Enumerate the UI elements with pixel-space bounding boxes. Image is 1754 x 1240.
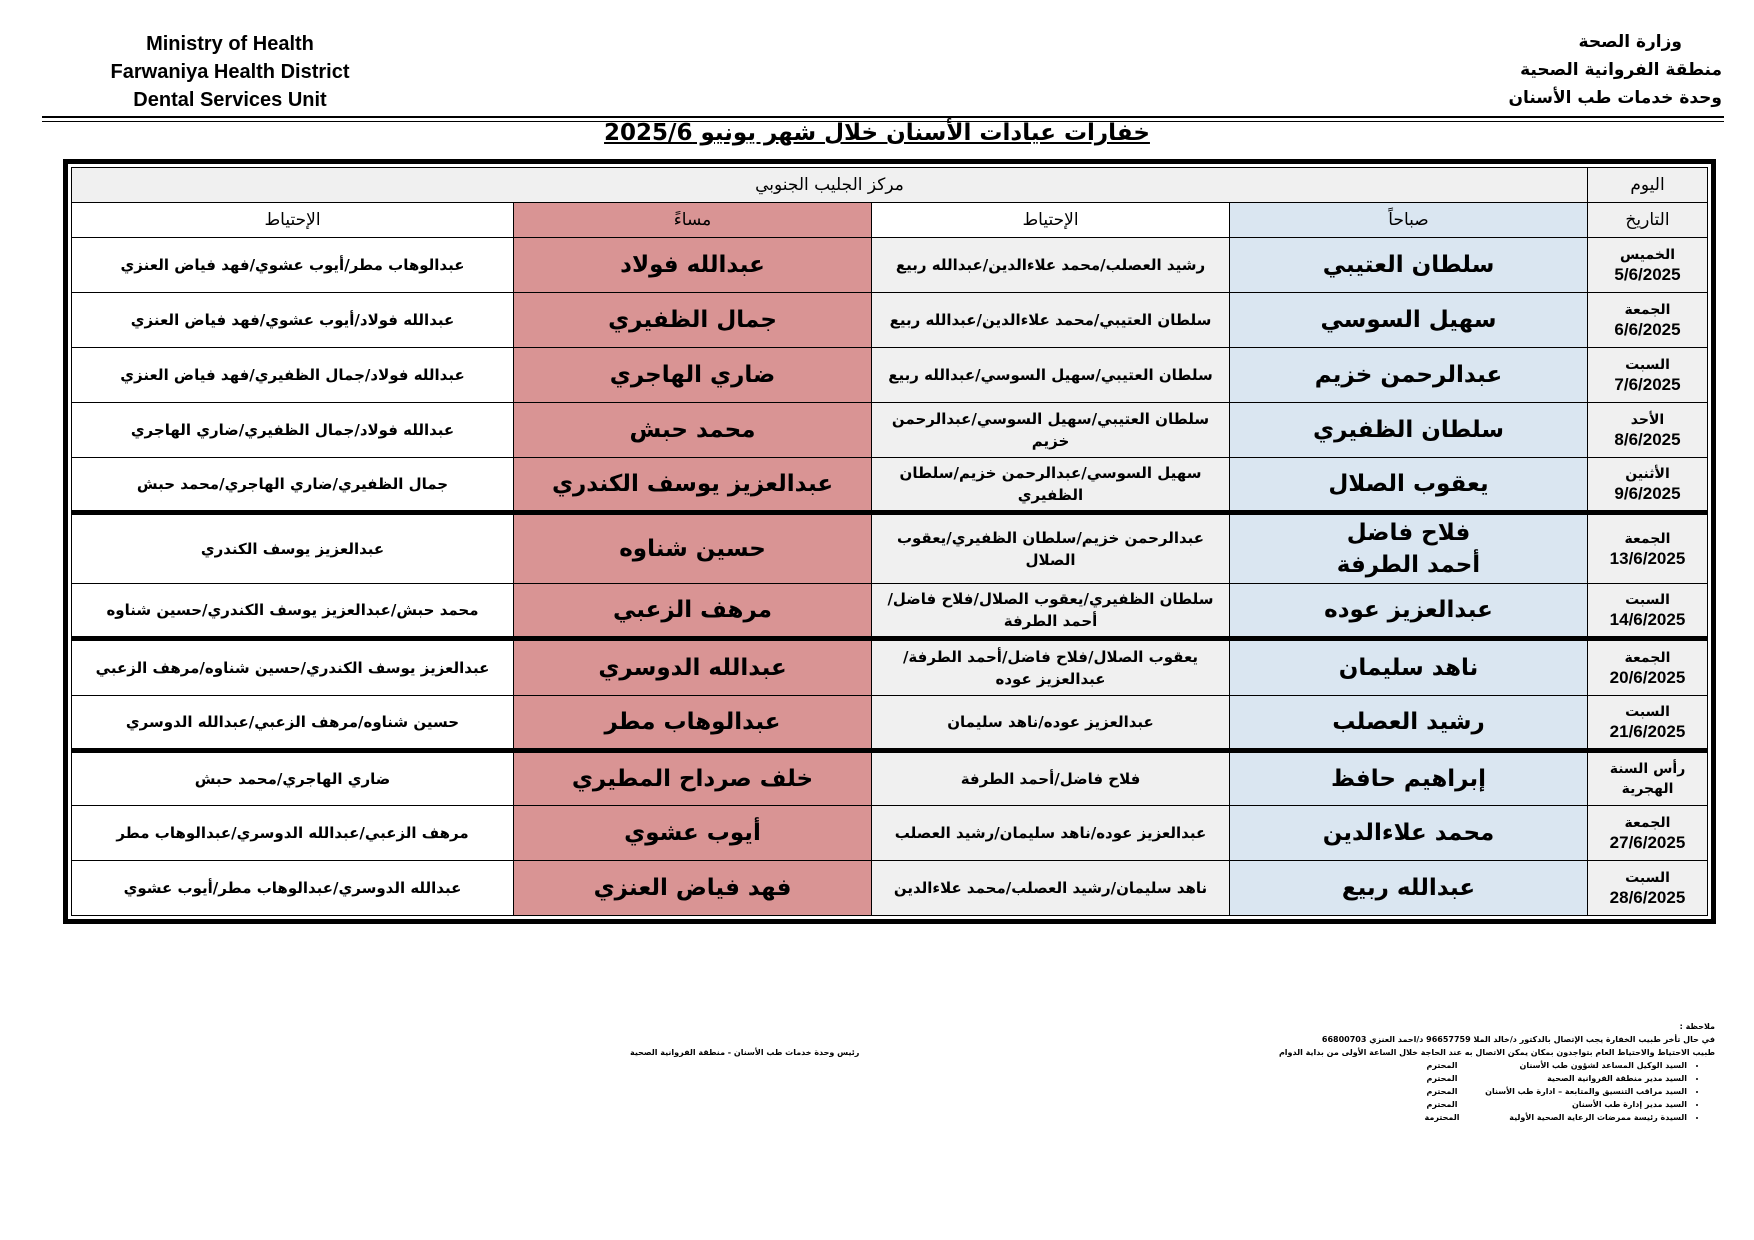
morning-doctor-text: محمد علاءالدين bbox=[1322, 820, 1495, 846]
date-cell-text: 8/6/2025 bbox=[1614, 430, 1681, 449]
date-cell-text: 5/6/2025 bbox=[1614, 265, 1681, 284]
table-row bbox=[72, 584, 1708, 639]
recipient-name: السيد مراقب التنسيق والمتابعة – ادارة طب الأسنان bbox=[1485, 1087, 1687, 1096]
reserve2-doctors bbox=[72, 513, 514, 584]
date-cell-text: السبت bbox=[1625, 357, 1670, 373]
reserve-doctors-text: رشيد العصلب/محمد علاءالدين/عبدالله ربيع bbox=[895, 256, 1206, 274]
evening-doctor-text: عبدالوهاب مطر bbox=[604, 709, 781, 735]
evening-doctor-text: مرهف الزعبي bbox=[612, 597, 773, 623]
reserve-doctors bbox=[872, 403, 1230, 458]
evening-doctor-text: عبدالله فولاد bbox=[620, 252, 765, 278]
reserve2-doctors bbox=[72, 861, 514, 916]
reserve-doctors bbox=[872, 861, 1230, 916]
notes-heading: ملاحظة : bbox=[1679, 1022, 1715, 1031]
reserve-doctors-text: سلطان الظفيري/يعقوب الصلال/فلاح فاضل/أحمد الطرفة bbox=[887, 590, 1214, 630]
evening-header: مساءً bbox=[514, 203, 872, 238]
schedule-table-frame bbox=[63, 159, 1716, 924]
table-row bbox=[72, 861, 1708, 916]
reserve2-doctors bbox=[72, 238, 514, 293]
reserve2-doctors bbox=[72, 584, 514, 639]
morning-doctor bbox=[1230, 348, 1588, 403]
morning-doctor-text: عبدالعزيز عوده bbox=[1324, 597, 1493, 623]
date-cell-text: الأثنين bbox=[1625, 466, 1670, 482]
recipient-item bbox=[1245, 1098, 1687, 1111]
header-en-line: Ministry of Health bbox=[146, 33, 314, 55]
evening-doctor bbox=[514, 458, 872, 513]
date-cell-text: رأس السنة الهجرية bbox=[1609, 761, 1686, 797]
date-cell bbox=[1588, 458, 1708, 513]
date-cell-text: الجمعة bbox=[1624, 302, 1671, 318]
reserve-doctors-text: سلطان العتيبي/محمد علاءالدين/عبدالله ربيع bbox=[889, 311, 1212, 329]
page-title: خفارات عيادات الأسنان خلال شهر يونيو 2025/6 bbox=[604, 120, 1150, 146]
date-cell bbox=[1588, 513, 1708, 584]
reserve2-doctors-text: عبدالله فولاد/جمال الظفيري/ضاري الهاجري bbox=[130, 421, 455, 439]
recipient-title: المحترم bbox=[1426, 1087, 1458, 1096]
header-ar-line: وزارة الصحة bbox=[1578, 32, 1682, 52]
reserve-doctors-text: سلطان العتيبي/سهيل السوسي/عبدالرحمن خزيم bbox=[891, 410, 1210, 450]
date-cell bbox=[1588, 293, 1708, 348]
signature: رئيس وحدة خدمات طب الأسنان - منطقة الفروانية الصحية bbox=[630, 1048, 860, 1057]
center-header: مركز الجليب الجنوبي bbox=[72, 168, 1588, 203]
reserve2-doctors-text: محمد حبش/عبدالعزيز يوسف الكندري/حسين شناوه bbox=[106, 601, 479, 619]
reserve2-doctors-text: مرهف الزعبي/عبدالله الدوسري/عبدالوهاب مطر bbox=[116, 824, 469, 842]
date-cell bbox=[1588, 806, 1708, 861]
date-cell-text: السبت bbox=[1625, 592, 1670, 608]
morning-doctor bbox=[1230, 751, 1588, 806]
header-ar-line: وحدة خدمات طب الأسنان bbox=[1508, 88, 1722, 108]
evening-doctor bbox=[514, 696, 872, 751]
header-divider bbox=[42, 116, 1724, 118]
recipient-name: السيد مدير منطقة الفروانية الصحية bbox=[1547, 1074, 1687, 1083]
table-row bbox=[72, 458, 1708, 513]
evening-doctor-text: ضاري الهاجري bbox=[609, 362, 776, 388]
morning-doctor-text: إبراهيم حافظ bbox=[1331, 766, 1486, 792]
date-cell bbox=[1588, 696, 1708, 751]
reserve-doctors-text: ناهد سليمان/رشيد العصلب/محمد علاءالدين bbox=[893, 879, 1208, 897]
date-cell-text: 13/6/2025 bbox=[1609, 549, 1686, 568]
reserve-doctors bbox=[872, 751, 1230, 806]
date-cell-text: 20/6/2025 bbox=[1609, 668, 1686, 687]
reserve-doctors bbox=[872, 458, 1230, 513]
morning-doctor-text: فلاح فاضل أحمد الطرفة bbox=[1336, 520, 1481, 578]
evening-doctor-text: فهد فياض العنزي bbox=[593, 875, 792, 901]
reserve-doctors bbox=[872, 584, 1230, 639]
table-row bbox=[72, 348, 1708, 403]
table-row bbox=[72, 806, 1708, 861]
header-en-line: Dental Services Unit bbox=[133, 89, 327, 111]
date-cell bbox=[1588, 861, 1708, 916]
reserve2-doctors-text: جمال الظفيري/ضاري الهاجري/محمد حبش bbox=[136, 475, 449, 493]
morning-doctor bbox=[1230, 458, 1588, 513]
schedule-table bbox=[71, 167, 1708, 916]
reserve-doctors bbox=[872, 348, 1230, 403]
morning-doctor bbox=[1230, 639, 1588, 696]
date-cell bbox=[1588, 238, 1708, 293]
date-cell-text: 21/6/2025 bbox=[1609, 722, 1686, 741]
reserve-doctors-text: عبدالعزيز عوده/ناهد سليمان/رشيد العصلب bbox=[894, 824, 1207, 842]
reserve-doctors bbox=[872, 806, 1230, 861]
date-cell-text: 9/6/2025 bbox=[1614, 484, 1681, 503]
notes bbox=[1245, 1020, 1715, 1124]
morning-doctor bbox=[1230, 238, 1588, 293]
morning-doctor-text: سهيل السوسي bbox=[1320, 307, 1497, 333]
recipient-title: المحترم bbox=[1426, 1074, 1458, 1083]
evening-doctor-text: عبدالعزيز يوسف الكندري bbox=[551, 471, 834, 497]
reserve2-doctors-text: عبدالله فولاد/جمال الظفيري/فهد فياض العنزي bbox=[120, 366, 465, 384]
morning-doctor bbox=[1230, 513, 1588, 584]
recipient-item bbox=[1245, 1085, 1687, 1098]
date-cell-text: الجمعة bbox=[1624, 650, 1671, 666]
table-row bbox=[72, 751, 1708, 806]
table-row bbox=[72, 696, 1708, 751]
reserve-doctors bbox=[872, 238, 1230, 293]
morning-doctor-text: عبدالرحمن خزيم bbox=[1314, 362, 1503, 388]
recipient-name: السيدة رئيسة ممرضات الرعاية الصحية الأولية bbox=[1509, 1113, 1687, 1122]
evening-doctor bbox=[514, 584, 872, 639]
evening-doctor bbox=[514, 806, 872, 861]
reserve2-doctors bbox=[72, 806, 514, 861]
reserve2-doctors bbox=[72, 751, 514, 806]
day-header: اليوم bbox=[1588, 168, 1708, 203]
reserve2-doctors bbox=[72, 293, 514, 348]
evening-doctor bbox=[514, 639, 872, 696]
evening-doctor-text: خلف صرداح المطيري bbox=[571, 766, 814, 792]
date-cell bbox=[1588, 751, 1708, 806]
table-row bbox=[72, 293, 1708, 348]
reserve-doctors-text: يعقوب الصلال/فلاح فاضل/أحمد الطرفة/عبدالعزيز عوده bbox=[902, 648, 1199, 688]
header-arabic bbox=[1508, 28, 1722, 112]
morning-doctor-text: رشيد العصلب bbox=[1332, 709, 1485, 735]
reserve-header: الإحتياط bbox=[872, 203, 1230, 238]
morning-doctor bbox=[1230, 806, 1588, 861]
reserve2-doctors-text: عبدالله الدوسري/عبدالوهاب مطر/أيوب عشوي bbox=[123, 879, 462, 897]
evening-doctor-text: أيوب عشوي bbox=[624, 820, 761, 846]
evening-doctor-text: عبدالله الدوسري bbox=[598, 655, 787, 681]
morning-doctor bbox=[1230, 293, 1588, 348]
evening-doctor bbox=[514, 861, 872, 916]
reserve2-doctors-text: عبدالله فولاد/أيوب عشوي/فهد فياض العنزي bbox=[130, 311, 455, 329]
reserve-doctors bbox=[872, 696, 1230, 751]
date-cell-text: الجمعة bbox=[1624, 531, 1671, 547]
evening-doctor bbox=[514, 348, 872, 403]
reserve-doctors-text: سهيل السوسي/عبدالرحمن خزيم/سلطان الظفيري bbox=[899, 464, 1202, 504]
date-cell-text: السبت bbox=[1625, 704, 1670, 720]
date-cell bbox=[1588, 348, 1708, 403]
recipient-item bbox=[1245, 1072, 1687, 1085]
morning-doctor-text: سلطان العتيبي bbox=[1322, 252, 1495, 278]
table-row bbox=[72, 513, 1708, 584]
header-en-line: Farwaniya Health District bbox=[110, 61, 350, 83]
morning-doctor bbox=[1230, 696, 1588, 751]
date-cell bbox=[1588, 584, 1708, 639]
evening-doctor-text: حسين شناوه bbox=[619, 536, 766, 562]
reserve2-doctors-text: عبدالعزيز يوسف الكندري/حسين شناوه/مرهف الزعبي bbox=[95, 659, 490, 677]
date-cell-text: الجمعة bbox=[1624, 815, 1671, 831]
date-cell-text: 14/6/2025 bbox=[1609, 610, 1686, 629]
notes-line: طبيب الاحتياط والاحتياط العام بتواجدون بمكان يمكن الاتصال به عند الحاجة خلال الساعة الأولى من بداية الدوام bbox=[1278, 1048, 1715, 1057]
reserve-doctors bbox=[872, 639, 1230, 696]
header-ar-line: منطقة الفروانية الصحية bbox=[1520, 60, 1722, 80]
recipient-title: المحترم bbox=[1426, 1100, 1458, 1109]
morning-header: صباحاً bbox=[1230, 203, 1588, 238]
evening-doctor bbox=[514, 238, 872, 293]
date-cell-text: 6/6/2025 bbox=[1614, 320, 1681, 339]
evening-doctor-text: محمد حبش bbox=[629, 417, 756, 443]
morning-doctor-text: يعقوب الصلال bbox=[1328, 471, 1489, 497]
header-english bbox=[95, 30, 365, 114]
morning-doctor bbox=[1230, 861, 1588, 916]
reserve-doctors-text: سلطان العتيبي/سهيل السوسي/عبدالله ربيع bbox=[888, 366, 1213, 384]
date-header: التاريخ bbox=[1588, 203, 1708, 238]
evening-doctor bbox=[514, 513, 872, 584]
reserve2-doctors bbox=[72, 458, 514, 513]
date-cell-text: الخميس bbox=[1619, 247, 1676, 263]
reserve-doctors-text: فلاح فاضل/أحمد الطرفة bbox=[960, 770, 1141, 788]
reserve2-doctors-text: عبدالعزيز يوسف الكندري bbox=[200, 540, 385, 558]
table-row bbox=[72, 403, 1708, 458]
date-cell-text: 27/6/2025 bbox=[1609, 833, 1686, 852]
date-cell-text: السبت bbox=[1625, 870, 1670, 886]
recipients-list bbox=[1245, 1059, 1715, 1124]
schedule-body bbox=[72, 238, 1708, 916]
morning-doctor-text: سلطان الظفيري bbox=[1313, 417, 1504, 443]
table-row bbox=[72, 238, 1708, 293]
date-cell bbox=[1588, 403, 1708, 458]
recipient-title: المحترم bbox=[1426, 1061, 1458, 1070]
date-cell-text: 28/6/2025 bbox=[1609, 888, 1686, 907]
reserve2-doctors bbox=[72, 639, 514, 696]
reserve2-doctors-text: عبدالوهاب مطر/أيوب عشوي/فهد فياض العنزي bbox=[120, 256, 465, 274]
date-cell-text: 7/6/2025 bbox=[1614, 375, 1681, 394]
morning-doctor-text: عبدالله ربيع bbox=[1341, 875, 1476, 901]
recipient-item bbox=[1245, 1059, 1687, 1072]
reserve2-doctors-text: حسين شناوه/مرهف الزعبي/عبدالله الدوسري bbox=[125, 713, 460, 731]
recipient-title: المحترمة bbox=[1424, 1113, 1460, 1122]
evening-doctor bbox=[514, 751, 872, 806]
table-row bbox=[72, 639, 1708, 696]
date-cell-text: الأحد bbox=[1630, 412, 1665, 428]
notes-line: في حال تأخر طبيب الخفارة يجب الإتصال بالدكتور د/خالد الملا 96657759 د/احمد العنزي 66800703 bbox=[1321, 1035, 1715, 1044]
reserve2-doctors bbox=[72, 403, 514, 458]
reserve-doctors bbox=[872, 513, 1230, 584]
morning-doctor-text: ناهد سليمان bbox=[1338, 655, 1479, 681]
reserve2-doctors-text: ضاري الهاجري/محمد حبش bbox=[194, 770, 391, 788]
recipient-name: السيد مدير إدارة طب الأسنان bbox=[1571, 1100, 1687, 1109]
reserve2-doctors bbox=[72, 696, 514, 751]
reserve-doctors bbox=[872, 293, 1230, 348]
evening-doctor bbox=[514, 403, 872, 458]
date-cell bbox=[1588, 639, 1708, 696]
evening-doctor-text: جمال الظفيري bbox=[608, 307, 777, 333]
reserve2-doctors bbox=[72, 348, 514, 403]
morning-doctor bbox=[1230, 584, 1588, 639]
evening-doctor bbox=[514, 293, 872, 348]
reserve-doctors-text: عبدالعزيز عوده/ناهد سليمان bbox=[947, 713, 1154, 731]
recipient-name: السيد الوكيل المساعد لشؤون طب الأسنان bbox=[1519, 1061, 1687, 1070]
reserve-doctors-text: عبدالرحمن خزيم/سلطان الظفيري/يعقوب الصلال bbox=[896, 529, 1205, 569]
recipient-item bbox=[1245, 1111, 1687, 1124]
reserve2-header: الإحتياط bbox=[72, 203, 514, 238]
morning-doctor bbox=[1230, 403, 1588, 458]
